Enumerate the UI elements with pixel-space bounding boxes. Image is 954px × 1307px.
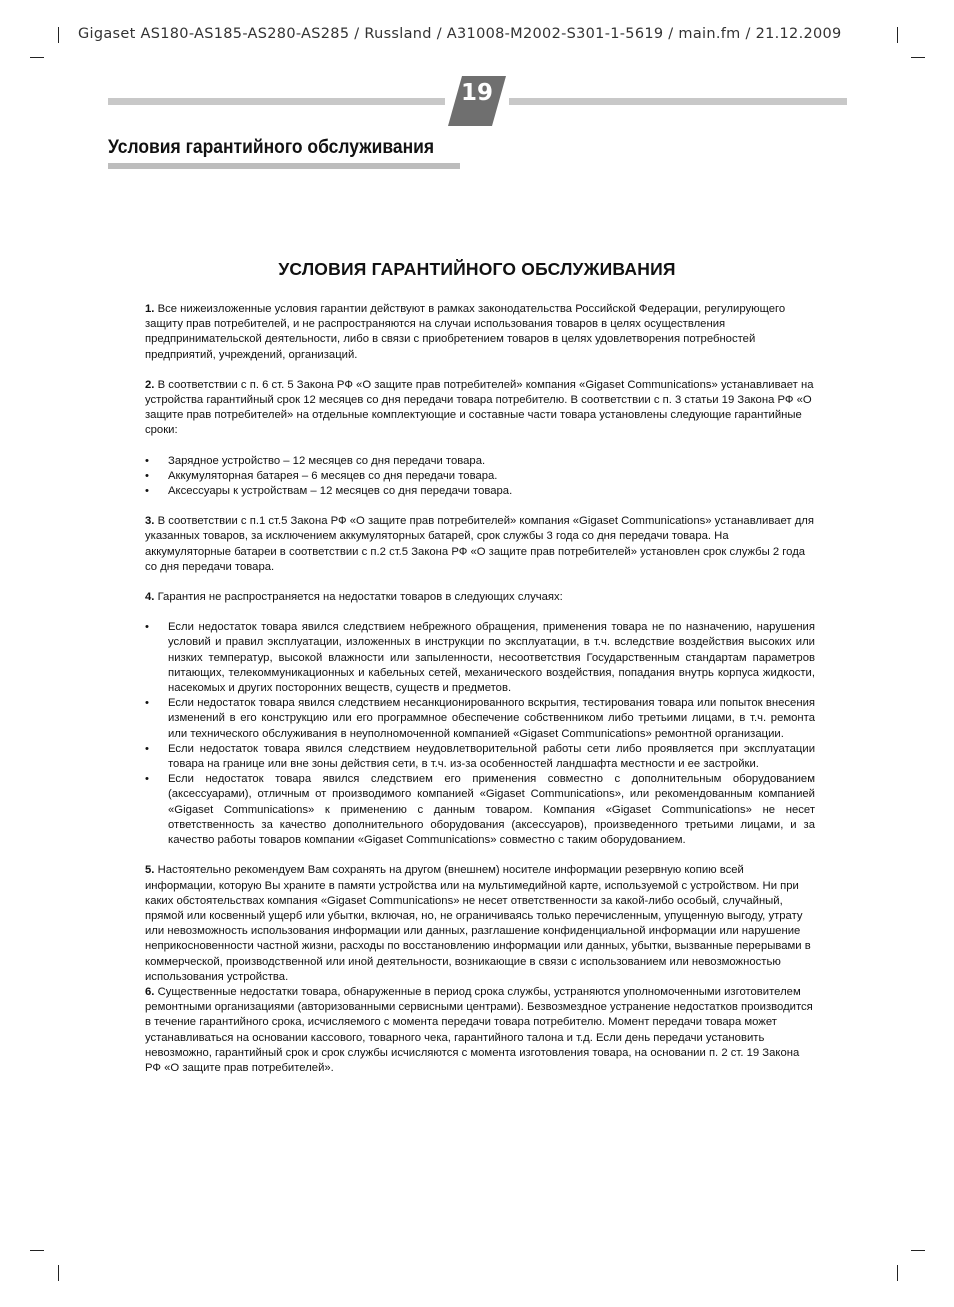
crop-mark-top-left-h bbox=[30, 57, 44, 58]
paragraph-1-text: Все нижеизложенные условия гарантии действуют в рамках законодательства Российской Федерации, регулирующего защиту прав потребителей, и не распространяются на случаи использования товаров в целях осуществления предпринимательской деятельности, либо в связи с приобретением товаров в целях удовлетворения потребностей предприятий, учреждений, организаций. bbox=[145, 303, 786, 361]
exclusions-list bbox=[145, 620, 815, 848]
list-item: • Зарядное устройство – 12 месяцев со дня передачи товара. bbox=[145, 454, 815, 469]
list-item: • Аккумуляторная батарея – 6 месяцев со дня передачи товара. bbox=[145, 469, 815, 484]
paragraph-3-text: В соответствии с п.1 ст.5 Закона РФ «О защите прав потребителей» компания «Gigaset Communications» устанавливает для указанных товаров, за исключением аккумуляторных батарей, срок службы 3 года со дня передачи товара. На аккумуляторные батареи в соответствии с п.2 ст.5 Закона РФ «О защите прав потребителей» установлен срок службы 2 года со дня передачи товара. bbox=[145, 515, 815, 573]
file-info-line: Gigaset AS180-AS185-AS280-AS285 / Russland / A31008-M2002-S301-1-5619 / main.fm / 21.12.2009 bbox=[78, 26, 842, 42]
section-underline bbox=[108, 163, 460, 169]
crop-mark-top-right-v bbox=[897, 27, 898, 43]
page-number: 19 bbox=[460, 80, 493, 106]
bullet-icon: • bbox=[145, 621, 149, 634]
bullet-icon: • bbox=[145, 469, 149, 482]
crop-mark-top-right-h bbox=[911, 57, 925, 58]
paragraph-5-number: 5. bbox=[145, 864, 155, 877]
paragraph-2-text: В соответствии с п. 6 ст. 5 Закона РФ «О защите прав потребителей» компания «Gigaset Communications» устанавливает на устройства гарантийный срок 12 месяцев со дня передачи товара потребителю. В соответствии с п. 3 статьи 19 Закона РФ «О защите прав потребителей» на отдельные комплектующие и составные части товара установлены следующие гарантийные сроки: bbox=[145, 378, 814, 437]
bullet-icon: • bbox=[145, 697, 149, 710]
list-item: • Если недостаток товара явился следствием его применения совместно с дополнительным оборудованием (аксессуарами), отличным от производимого компанией «Gigaset Communications», или рекомендованным компанией «Gigaset Communications» к применению с данным товаром. Компания «Gigaset Communications» не несет ответственность за качество дополнительного оборудования (аксессуаров), произведенного третьими лицами, и за качество работы товаров компании «Gigaset Communications» совместно с таким оборудованием. bbox=[145, 773, 815, 847]
document-body bbox=[145, 302, 815, 1076]
crop-mark-bottom-left-h bbox=[30, 1250, 44, 1251]
paragraph-6-text: Существенные недостатки товара, обнаруженные в период срока службы, устраняются уполномоченными изготовителем ремонтными организациями (авторизованными сервисными центрами). Безвозмездное устранение недостатков производится в течение гарантийного срока, исчисляемого с момента передачи товара потребителю. Момент передачи товара может устанавливаться на основании кассового, товарного чека, гарантийного талона и т.д. Если день передачи установить невозможно, гарантийный срок и срок службы исчисляются с момента изготовления товара, на основании п. 2 ст. 19 Закона РФ «О защите прав потребителей». bbox=[145, 985, 813, 1074]
paragraph-3 bbox=[145, 514, 815, 575]
bullet-icon: • bbox=[145, 742, 149, 755]
bullet-icon: • bbox=[145, 773, 149, 786]
paragraph-2-number: 2. bbox=[145, 378, 155, 391]
list-item: • Аксессуары к устройствам – 12 месяцев со дня передачи товара. bbox=[145, 484, 815, 499]
paragraph-4-number: 4. bbox=[145, 591, 155, 604]
paragraph-4-text: Гарантия не распространяется на недостатки товаров в следующих случаях: bbox=[157, 591, 563, 604]
list-item: • Если недостаток товара явился следствием небрежного обращения, применения товара не по назначению, нарушения условий и правил эксплуатации, изложенных в инструкции по эксплуатации, в т.ч. вследствие воздействия высоких или низких температур, высокой влажности или запыленности, несоответствия Государственным стандартам параметров питающих, телекоммуникационных и кабельных сетей, механического воздействия, попадания внутрь корпуса жидкости, насекомых и других посторонних веществ, существ и предметов. bbox=[145, 621, 815, 695]
header-bar-left bbox=[108, 98, 445, 105]
warranty-periods-list bbox=[145, 454, 815, 500]
list-item: • Если недостаток товара явился следствием неудовлетворительной работы сети либо проявляется при эксплуатации товара на границе или вне зоны действия сети, в т.ч. из-за особенностей ландшафта местности и ее застройки. bbox=[145, 742, 815, 771]
bullet-icon: • bbox=[145, 454, 149, 467]
document-title: УСЛОВИЯ ГАРАНТИЙНОГО ОБСЛУЖИВАНИЯ bbox=[278, 259, 676, 279]
bullet-icon: • bbox=[145, 485, 149, 498]
paragraph-2 bbox=[145, 378, 815, 439]
paragraph-1-number: 1. bbox=[145, 303, 155, 315]
crop-mark-bottom-right-h bbox=[911, 1250, 925, 1251]
list-item: • Если недостаток товара явился следствием несанкционированного вскрытия, тестирования товара или попыток внесения изменений в его конструкцию или его программное обеспечение собственником либо третьими лицами, в т.ч. ремонта или технического обслуживания в неуполномоченной компанией «Gigaset Communications» ремонтной организации. bbox=[145, 697, 815, 740]
paragraph-6 bbox=[145, 985, 815, 1076]
section-title: Условия гарантийного обслуживания bbox=[108, 137, 435, 158]
header-bar-right bbox=[509, 98, 847, 105]
crop-mark-bottom-right-v bbox=[897, 1265, 898, 1281]
crop-mark-bottom-left-v bbox=[58, 1265, 59, 1281]
crop-mark-top-left-v bbox=[58, 27, 59, 43]
paragraph-4 bbox=[145, 590, 815, 605]
paragraph-6-number: 6. bbox=[145, 985, 155, 998]
paragraph-3-number: 3. bbox=[145, 515, 155, 528]
paragraph-5 bbox=[145, 863, 815, 985]
paragraph-5-text: Настоятельно рекомендуем Вам сохранять на другом (внешнем) носителе информации резервную копию всей информации, которую Вы храните в памяти устройства или на мультимедийной карте, используемой с устройством. Ни при каких обстоятельствах компания «Gigaset Communications» не несет ответственности за какой-либо особый, случайный, прямой или косвенный ущерб или убытки, включая, но, не ограничиваясь только перечисленным, упущенную выгоду, утрату или невозможность использования информации или данных, разглашение конфиденциальной информации или нарушение неприкосновенности частной жизни, расходы по восстановлению информации или данных, убытки, вызванные перерывами в коммерческой, производственной или иной деятельности, возникающие в связи с использованием или невозможностью использования устройства. bbox=[145, 864, 811, 983]
paragraph-1 bbox=[145, 302, 815, 363]
